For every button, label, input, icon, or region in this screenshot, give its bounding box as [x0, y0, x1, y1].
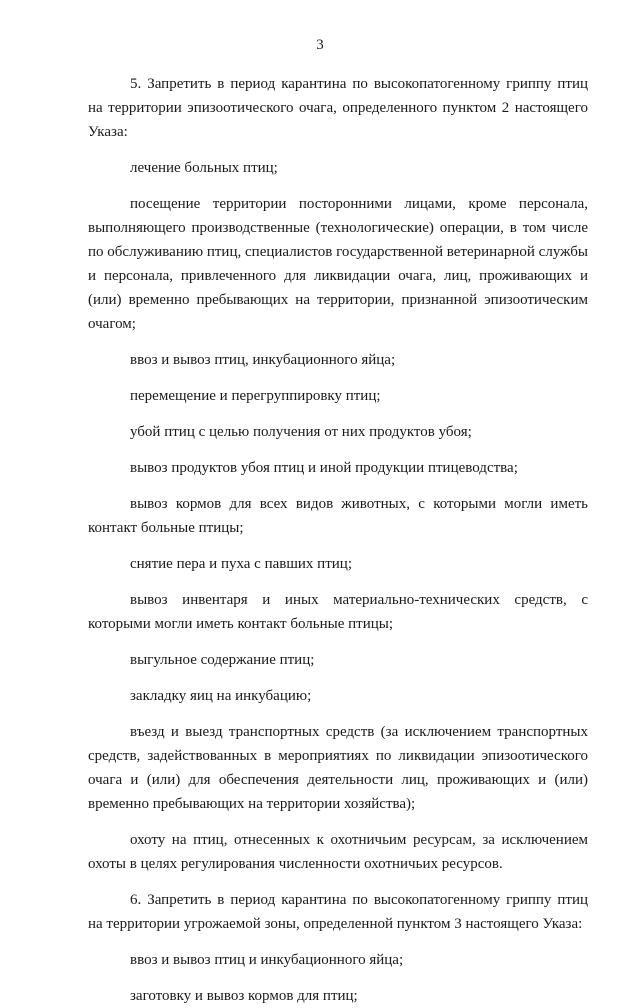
paragraph-slaughter: убой птиц с целью получения от них продуктов убоя;	[130, 424, 472, 440]
paragraph-threat-zone-feed: заготовку и вывоз кормов для птиц;	[130, 988, 358, 1004]
paragraph-import-export: ввоз и вывоз птиц, инкубационного яйца;	[130, 352, 396, 368]
paragraph-incubation: закладку яиц на инкубацию;	[130, 688, 312, 704]
page-number: 3	[316, 37, 324, 53]
paragraph-regrouping: перемещение и перегруппировку птиц;	[130, 388, 381, 404]
paragraph-item-5: 5. Запретить в период карантина по высокопатогенному гриппу птиц на территории эпизоотического очага, определенного пунктом 2 настоящего Указа:	[88, 76, 588, 140]
paragraph-inventory: вывоз инвентаря и иных материально-технических средств, с которыми могли иметь контакт больные птицы;	[88, 592, 588, 632]
paragraph-free-range: выгульное содержание птиц;	[130, 652, 315, 668]
paragraph-visitors: посещение территории посторонними лицами, кроме персонала, выполняющего производственные (технологические) операции, в том числе по обслуживанию птиц, специалистов государственной ветеринарной службы и персонала, привлеченного для ликвидации очага, лиц, проживающих и (или) временно пребывающих на территории, признанной эпизоотическим очагом;	[88, 196, 588, 332]
document-body	[88, 72, 588, 1008]
paragraph-item-6: 6. Запретить в период карантина по высокопатогенному гриппу птиц на территории угрожаемой зоны, определенной пунктом 3 настоящего Указа:	[88, 892, 588, 932]
paragraph-threat-zone-import: ввоз и вывоз птиц и инкубационного яйца;	[130, 952, 404, 968]
paragraph-hunting: охоту на птиц, отнесенных к охотничьим ресурсам, за исключением охоты в целях регулирования численности охотничьих ресурсов.	[88, 832, 588, 872]
paragraph-vehicles: въезд и выезд транспортных средств (за исключением транспортных средств, задействованных в мероприятиях по ликвидации эпизоотического очага и (или) для обеспечения деятельности лиц, проживающих и (или) временно пребывающих на территории хозяйства);	[88, 724, 588, 812]
paragraph-sick-birds-treatment: лечение больных птиц;	[130, 160, 278, 176]
paragraph-feed-export: вывоз кормов для всех видов животных, с которыми могли иметь контакт больные птицы;	[88, 496, 588, 536]
paragraph-products-export: вывоз продуктов убоя птиц и иной продукции птицеводства;	[130, 460, 518, 476]
paragraph-feathers: снятие пера и пуха с павших птиц;	[130, 556, 352, 572]
